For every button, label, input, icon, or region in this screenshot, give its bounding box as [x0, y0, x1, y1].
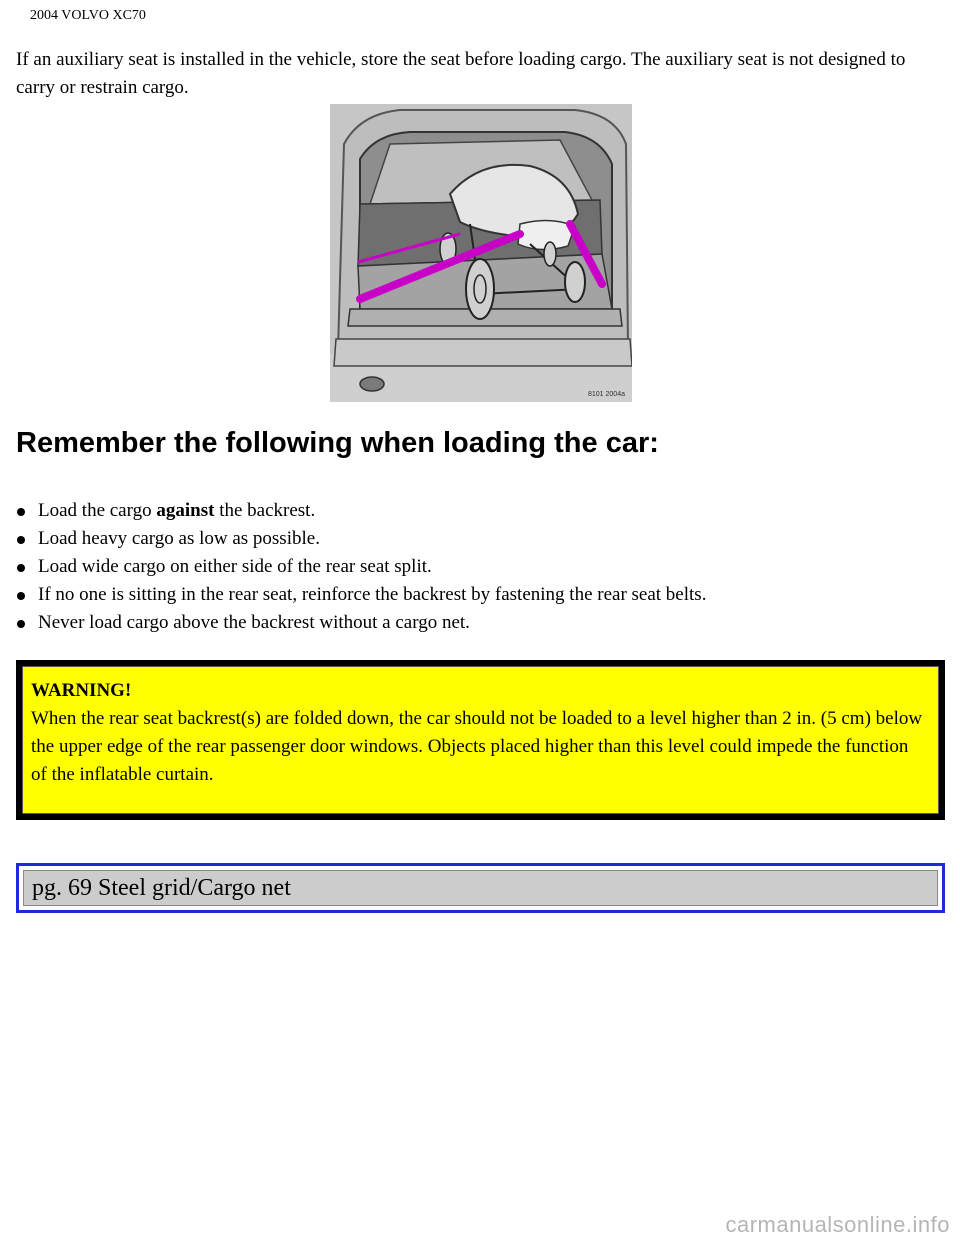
- bullet-icon: [17, 564, 25, 572]
- list-item: Load the cargo against the backrest.: [16, 497, 946, 525]
- intro-paragraph: If an auxiliary seat is installed in the vehicle, store the seat before loading cargo. The auxiliary seat is not designed to carry or restrain cargo.: [16, 49, 906, 98]
- warning-text: When the rear seat backrest(s) are folded down, the car should not be loaded to a level higher than 2 in. (5 cm) below the upper edge of the rear passenger door windows. Objects placed higher than this level could impede the function of the inflatable curtain.: [31, 708, 923, 785]
- list-item: Load heavy cargo as low as possible.: [16, 525, 946, 553]
- bullet-icon: [17, 536, 25, 544]
- bullet-icon: [17, 592, 25, 600]
- watermark: carmanualsonline.info: [725, 1212, 950, 1237]
- warning-box: [16, 660, 945, 820]
- figure-code: 8101 2004a: [588, 391, 625, 398]
- next-page-link[interactable]: pg. 69 Steel grid/Cargo net: [23, 870, 938, 906]
- bullet-icon: [17, 508, 25, 516]
- list-item: Never load cargo above the backrest without a cargo net.: [16, 609, 946, 637]
- next-page-link-box[interactable]: [16, 863, 945, 913]
- cargo-loading-illustration: [330, 104, 632, 402]
- warning-title: WARNING!: [31, 680, 132, 701]
- list-item: Load wide cargo on either side of the rear seat split.: [16, 553, 946, 581]
- loading-tips-list: [16, 497, 946, 637]
- page-header-title: 2004 VOLVO XC70: [30, 8, 146, 23]
- warning-content: [22, 666, 939, 814]
- bullet-icon: [17, 620, 25, 628]
- list-item: If no one is sitting in the rear seat, reinforce the backrest by fastening the rear seat belts.: [16, 581, 946, 609]
- section-heading: Remember the following when loading the car:: [16, 427, 659, 459]
